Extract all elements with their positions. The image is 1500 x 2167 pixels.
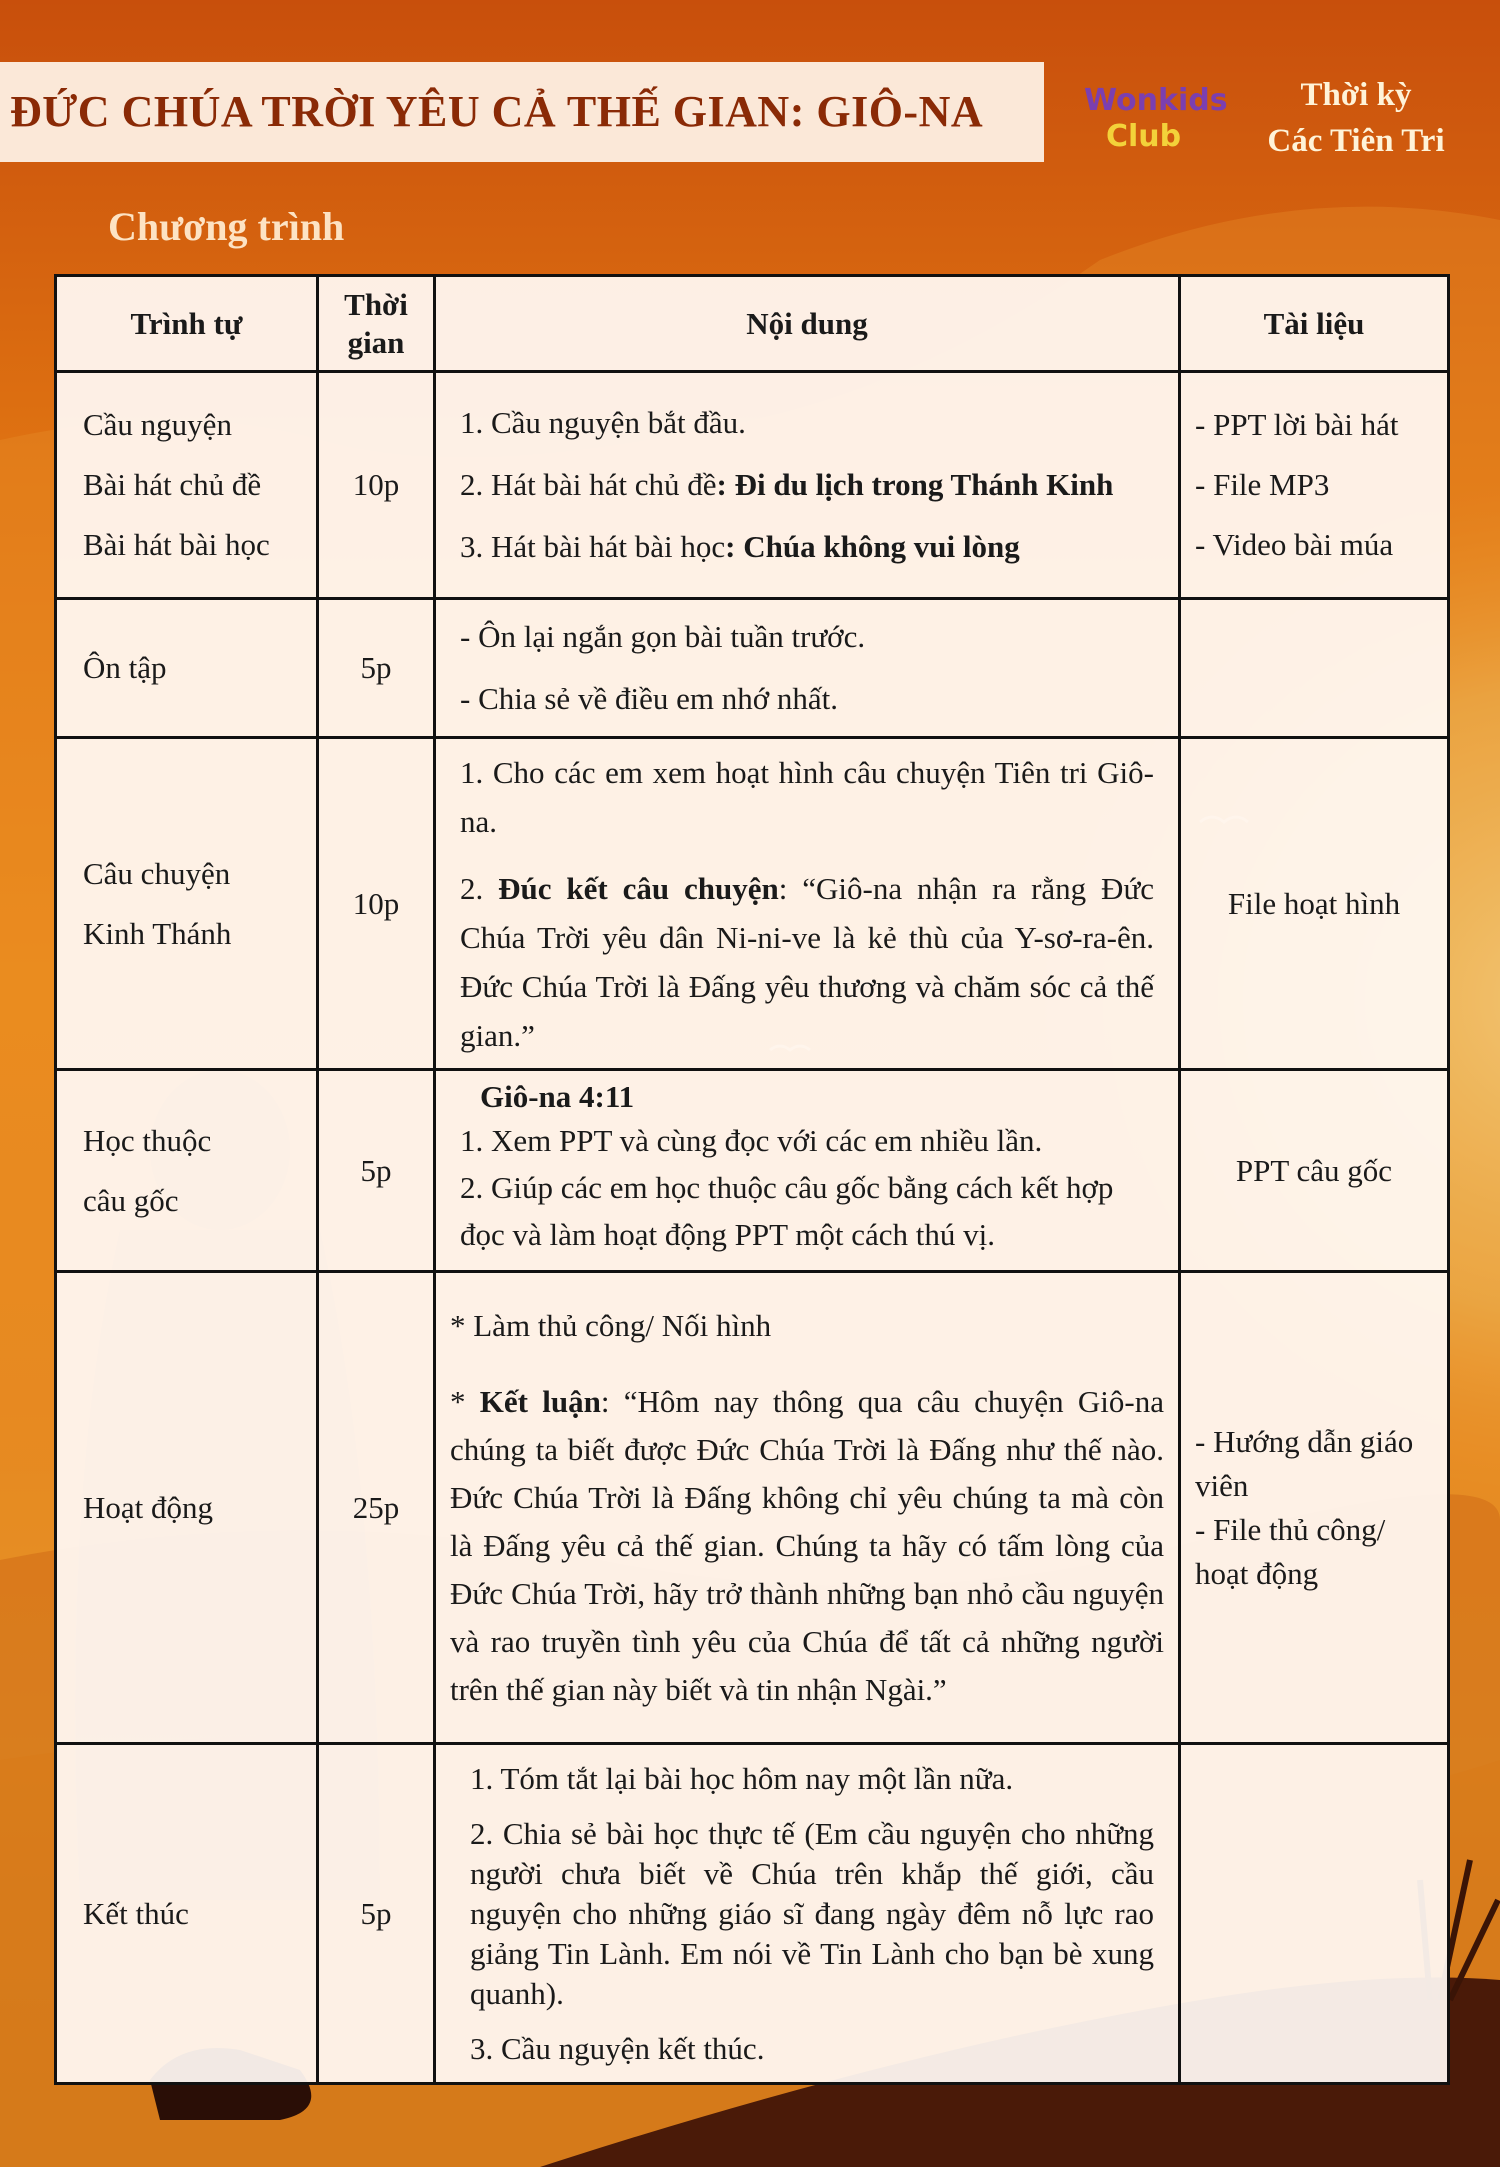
- content-paragraph: 2. Chia sẻ bài học thực tế (Em cầu nguyện cho những người chưa biết về Chúa trên khắp thế giới, cầu nguyện cho những giáo sĩ đang ngày đêm nỗ lực rao giảng Tin Lành. Em nói về Tin Lành cho bạn bè xung quanh).: [470, 1815, 1154, 2011]
- time-cell: 5p: [318, 1744, 435, 2084]
- step-text: Bài hát bài học: [83, 527, 270, 562]
- resources-cell: [1180, 599, 1449, 738]
- step-cell: [56, 738, 318, 1070]
- content-text: : “Giô-na nhận ra rằng Đức Chúa Trời yêu dân Ni-ni-ve là kẻ thù của Y-sơ-ra-ên. Đức Chúa Trời là Đấng yêu thương và chăm sóc cả thế gian.”: [460, 870, 1155, 1053]
- step-text: Bài hát chủ đề: [83, 467, 262, 502]
- header-time-line2: gian: [347, 324, 405, 360]
- step-cell: [56, 599, 318, 738]
- content-paragraph: * Làm thủ công/ Nối hình: [450, 1307, 772, 1343]
- content-paragraph: [450, 1378, 1164, 1714]
- period-line1: Thời kỳ: [1300, 77, 1412, 113]
- step-text: câu gốc: [83, 1182, 179, 1218]
- content-paragraph: 3. Cầu nguyện kết thúc.: [470, 2030, 765, 2066]
- content-text: 2. Hát bài hát chủ đề: [460, 467, 717, 502]
- content-text: *: [450, 1383, 480, 1419]
- resource-item: - Hướng dẫn giáo viên: [1195, 1423, 1414, 1503]
- resource-item: - File thủ công/ hoạt động: [1195, 1511, 1386, 1591]
- resources-cell: [1180, 1070, 1449, 1272]
- content-paragraph: 1. Cho các em xem hoạt hình câu chuyện Tiên tri Giô-na.: [460, 754, 1154, 839]
- step-text: Kinh Thánh: [83, 915, 232, 951]
- step-cell: [56, 372, 318, 599]
- content-line: - Ôn lại ngắn gọn bài tuần trước.: [460, 619, 866, 654]
- step-text: Ôn tập: [83, 650, 167, 685]
- table-row: [56, 1272, 1449, 1744]
- header-time-line1: Thời: [344, 286, 408, 322]
- content-cell: [435, 599, 1180, 738]
- content-line: 1. Xem PPT và cùng đọc với các em nhiều lần.: [460, 1123, 1043, 1158]
- program-table: [54, 274, 1450, 2085]
- resources-cell: [1180, 1744, 1449, 2084]
- table-header-row: [56, 276, 1449, 372]
- conclusion-label: Kết luận: [479, 1383, 601, 1419]
- wonkids-club-logo: [1082, 80, 1232, 154]
- header-content: Nội dung: [435, 276, 1180, 372]
- step-text: Học thuộc: [83, 1122, 212, 1158]
- step-text: Câu chuyện: [83, 855, 231, 891]
- content-cell: [435, 1070, 1180, 1272]
- table-row: [56, 1744, 1449, 2084]
- step-text: Kết thúc: [83, 1895, 189, 1931]
- theme-song-title: : Đi du lịch trong Thánh Kinh: [716, 467, 1114, 502]
- time-cell: 5p: [318, 599, 435, 738]
- header-time: [318, 276, 435, 372]
- memory-verse-ref: Giô-na 4:11: [480, 1079, 635, 1114]
- table-row: [56, 372, 1449, 599]
- table-row: [56, 738, 1449, 1070]
- title-banner: [0, 62, 1044, 162]
- step-cell: [56, 1070, 318, 1272]
- resource-item: - Video bài múa: [1195, 527, 1394, 562]
- resource-item: File hoạt hình: [1227, 885, 1401, 921]
- step-cell: [56, 1272, 318, 1744]
- page-title: ĐỨC CHÚA TRỜI YÊU CẢ THẾ GIAN: GIÔ-NA: [10, 87, 984, 136]
- resources-cell: [1180, 1272, 1449, 1744]
- content-cell: [435, 372, 1180, 599]
- period-line2: Các Tiên Tri: [1267, 123, 1445, 159]
- step-cell: [56, 1744, 318, 2084]
- time-cell: 5p: [318, 1070, 435, 1272]
- content-line: 1. Cầu nguyện bắt đầu.: [460, 405, 746, 440]
- content-cell: [435, 1744, 1180, 2084]
- resources-cell: [1180, 738, 1449, 1070]
- header-resources: Tài liệu: [1180, 276, 1449, 372]
- header-step: Trình tự: [56, 276, 318, 372]
- content-text: 3. Hát bài hát bài học: [460, 529, 726, 564]
- step-text: Cầu nguyện: [83, 407, 232, 442]
- content-paragraph: 1. Tóm tắt lại bài học hôm nay một lần nữa.: [470, 1760, 1014, 1796]
- content-line: 2. Giúp các em học thuộc câu gốc bằng cách kết hợp đọc và làm hoạt động PPT một cách thú vị.: [460, 1170, 1114, 1252]
- content-line: - Chia sẻ về điều em nhớ nhất.: [460, 681, 838, 716]
- time-cell: 10p: [318, 372, 435, 599]
- section-title: Chương trình: [108, 204, 345, 249]
- content-text: 2.: [460, 870, 499, 906]
- resource-item: - File MP3: [1195, 467, 1330, 502]
- table-row: [56, 599, 1449, 738]
- logo-line1: Wonkids: [1084, 83, 1228, 118]
- story-summary-label: Đúc kết câu chuyện: [498, 870, 779, 906]
- resource-item: PPT câu gốc: [1235, 1152, 1393, 1188]
- time-cell: 10p: [318, 738, 435, 1070]
- period-label: [1246, 72, 1466, 164]
- content-line: [460, 454, 1154, 516]
- content-text: : “Hôm nay thông qua câu chuyện Giô-na chúng ta biết được Đức Chúa Trời là Đấng như thế nào. Đức Chúa Trời là Đấng không chỉ yêu chúng ta mà còn là Đấng yêu cả thế gian. Chúng ta hãy có tấm lòng của Đức Chúa Trời, hãy trở thành những bạn nhỏ cầu nguyện và rao truyền tình yêu của Chúa để tất cả những người trên thế gian này biết và tin nhận Ngài.”: [450, 1383, 1165, 1707]
- lesson-song-title: : Chúa không vui lòng: [725, 529, 1020, 564]
- step-text: Hoạt động: [83, 1489, 214, 1525]
- time-cell: 25p: [318, 1272, 435, 1744]
- content-line: [460, 516, 1154, 578]
- resource-item: - PPT lời bài hát: [1195, 407, 1399, 442]
- resources-cell: [1180, 372, 1449, 599]
- content-cell: [435, 1272, 1180, 1744]
- content-paragraph: [460, 864, 1154, 1060]
- table-row: [56, 1070, 1449, 1272]
- logo-line2: Club: [1106, 119, 1182, 154]
- content-cell: [435, 738, 1180, 1070]
